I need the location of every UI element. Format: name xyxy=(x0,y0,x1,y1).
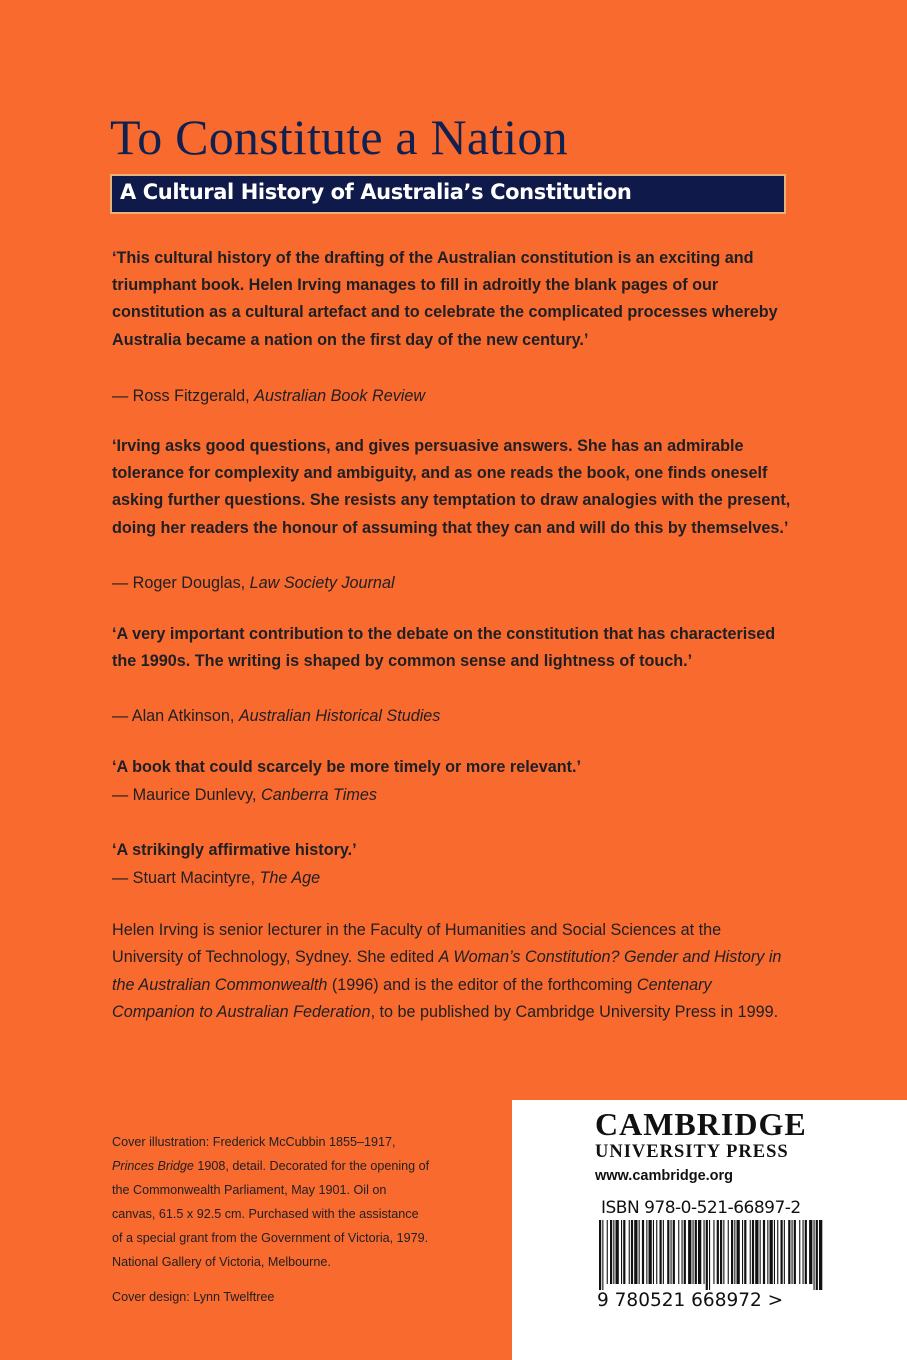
reviewer-name: — Roger Douglas, xyxy=(112,574,250,592)
review-source: Australian Historical Studies xyxy=(238,707,441,725)
bio-text: Helen Irving is senior lecturer in the Faculty of Humanities and Social Sciences at the University of Technology, Sydney. She edited xyxy=(112,921,722,967)
review-quote-4: ‘A book that could scarcely be more timely or more relevant.’ xyxy=(112,758,581,776)
credit-text: Cover illustration: Frederick McCubbin 1855–1917, xyxy=(112,1135,396,1149)
review-attribution-3 xyxy=(112,705,440,727)
review-quote-2: ‘Irving asks good questions, and gives persuasive answers. She has an admirable tolerance for complexity and ambiguity, and as one reads the book, one finds oneself asking further questions. She resists any temptation to draw analogies with the present, doing her readers the honour of assuming that they can and will do this by themselves.’ xyxy=(112,437,791,537)
reviewer-name: — Alan Atkinson, xyxy=(112,707,239,725)
review-attribution-4 xyxy=(112,784,377,806)
review-source: The Age xyxy=(259,869,321,887)
barcode-icon xyxy=(597,1220,823,1290)
publisher-subname: UNIVERSITY PRESS xyxy=(595,1142,789,1162)
book-subtitle: A Cultural History of Australia’s Constitution xyxy=(120,180,632,204)
bio-book-title: Centenary Companion to Australian Federation xyxy=(112,975,712,1022)
painting-title: Princes Bridge xyxy=(112,1159,194,1173)
review-source: Australian Book Review xyxy=(254,387,426,405)
barcode-digits: 9 780521 668972 > xyxy=(597,1290,784,1311)
review-quote-3: ‘A very important contribution to the debate on the constitution that has characterised the 1990s. The writing is shaped by common sense and lightness of touch.’ xyxy=(112,625,776,671)
bio-book-title: A Woman’s Constitution? Gender and History in the Australian Commonwealth xyxy=(112,948,782,994)
bio-text: (1996) and is the editor of the forthcoming xyxy=(327,975,637,994)
review-attribution-2 xyxy=(112,572,395,594)
publisher-url: www.cambridge.org xyxy=(595,1168,734,1184)
publisher-name: CAMBRIDGE xyxy=(595,1106,807,1142)
author-bio xyxy=(112,917,792,1027)
reviewer-name: — Maurice Dunlevy, xyxy=(112,786,262,804)
credit-text: 1908, detail. Decorated for the opening of the Commonwealth Parliament, May 1901. Oil on canvas, 61.5 x 92.5 cm. Purchased with the assistance of a special grant from the Government of Victoria, 1979. National Gallery of Victoria, Melbourne. xyxy=(112,1159,430,1269)
cover-design-credit: Cover design: Lynn Twelftree xyxy=(112,1290,275,1304)
review-quote-1: ‘This cultural history of the drafting of the Australian constitution is an exciting and triumphant book. Helen Irving manages to fill in adroitly the blank pages of our constitution as a cultural artefact and to celebrate the complicated processes whereby Australia became a nation on the first day of the new century.’ xyxy=(112,249,778,349)
review-quote-5: ‘A strikingly affirmative history.’ xyxy=(112,841,357,859)
review-attribution-5 xyxy=(112,867,320,889)
bio-text: , to be published by Cambridge University Press in 1999. xyxy=(370,1003,779,1022)
isbn-number: ISBN 978-0-521-66897-2 xyxy=(601,1198,801,1218)
reviewer-name: — Ross Fitzgerald, xyxy=(112,387,255,405)
reviewer-name: — Stuart Macintyre, xyxy=(112,869,260,887)
book-title: To Constitute a Nation xyxy=(110,109,568,165)
review-source: Law Society Journal xyxy=(249,574,395,592)
cover-illustration-credit xyxy=(112,1130,432,1274)
review-attribution-1 xyxy=(112,385,425,407)
publisher-panel xyxy=(512,1100,907,1360)
review-source: Canberra Times xyxy=(261,786,377,804)
subtitle-banner xyxy=(110,174,786,214)
